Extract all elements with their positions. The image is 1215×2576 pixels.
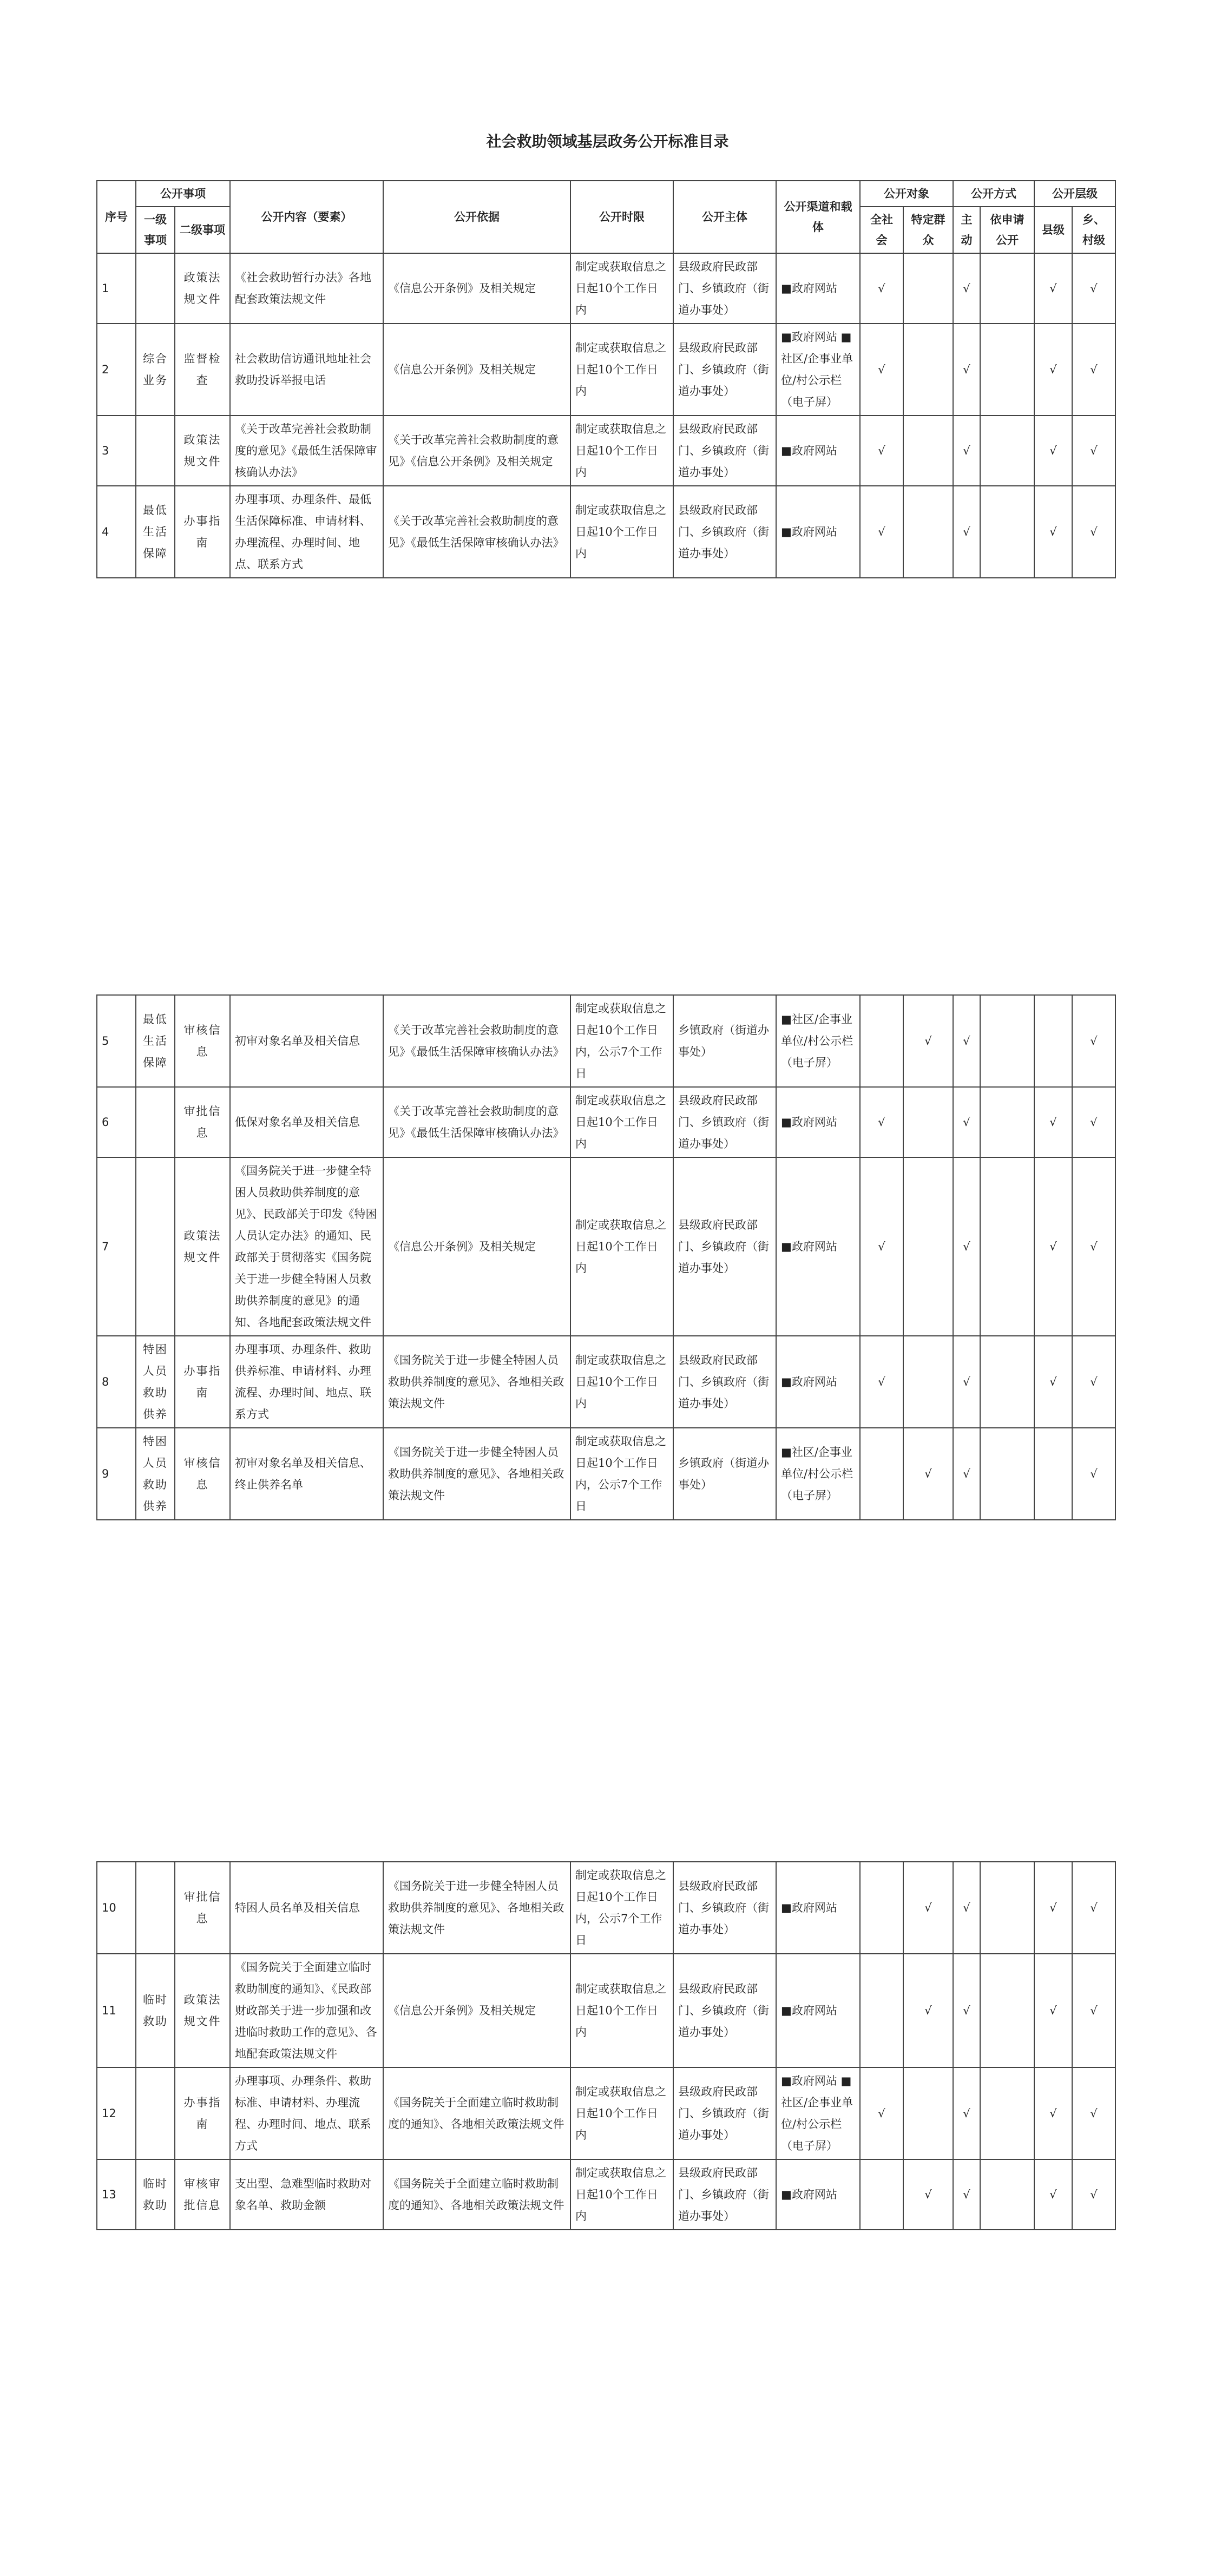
row-number: 13 xyxy=(97,2159,136,2230)
header-seq: 序号 xyxy=(97,181,136,253)
row-content: 低保对象名单及相关信息 xyxy=(230,1087,383,1157)
table-row xyxy=(97,1157,1115,1336)
check-specific xyxy=(903,1087,953,1157)
row-basis: 《关于改革完善社会救助制度的意见》《最低生活保障审核确认办法》 xyxy=(383,1087,570,1157)
row-subject: 县级政府民政部门、乡镇政府（街道办事处） xyxy=(673,486,776,578)
row-channel: ■政府网站 xyxy=(776,416,860,486)
check-specific: √ xyxy=(903,1862,953,1954)
row-basis: 《信息公开条例》及相关规定 xyxy=(383,253,570,324)
check-active: √ xyxy=(953,1336,980,1428)
row-channel: ■政府网站 xyxy=(776,2159,860,2230)
row-number: 9 xyxy=(97,1428,136,1520)
check-county: √ xyxy=(1034,486,1072,578)
check-active: √ xyxy=(953,1087,980,1157)
check-request xyxy=(980,486,1034,578)
page-title: 社会救助领域基层政务公开标准目录 xyxy=(486,133,729,150)
table-row xyxy=(97,1428,1115,1520)
row-basis: 《关于改革完善社会救助制度的意见》《信息公开条例》及相关规定 xyxy=(383,416,570,486)
row-level2: 政策法规文件 xyxy=(175,1954,230,2067)
check-specific xyxy=(903,324,953,416)
check-village: √ xyxy=(1072,995,1115,1087)
row-time: 制定或获取信息之日起10个工作日内 xyxy=(570,416,673,486)
row-level1: 最低生活保障 xyxy=(136,995,175,1087)
row-subject: 县级政府民政部门、乡镇政府（街道办事处） xyxy=(673,2067,776,2159)
table-row xyxy=(97,324,1115,416)
check-all-society xyxy=(860,1954,903,2067)
check-request xyxy=(980,1157,1034,1336)
header-level2: 二级事项 xyxy=(175,207,230,253)
catalog-table-page-1 xyxy=(96,180,1116,578)
row-level2: 审批信息 xyxy=(175,1862,230,1954)
check-all-society: √ xyxy=(860,416,903,486)
check-request xyxy=(980,1087,1034,1157)
header-channel: 公开渠道和载体 xyxy=(776,181,860,253)
row-channel: ■社区/企事业单位/村公示栏（电子屏） xyxy=(776,1428,860,1520)
row-level1: 临时救助 xyxy=(136,1954,175,2067)
check-village: √ xyxy=(1072,1087,1115,1157)
row-channel: ■政府网站 xyxy=(776,1336,860,1428)
check-request xyxy=(980,416,1034,486)
row-level1: 特困人员救助供养 xyxy=(136,1428,175,1520)
row-content: 社会救助信访通讯地址社会救助投诉举报电话 xyxy=(230,324,383,416)
row-content: 《关于改革完善社会救助制度的意见》《最低生活保障审核确认办法》 xyxy=(230,416,383,486)
check-active: √ xyxy=(953,416,980,486)
check-county: √ xyxy=(1034,1954,1072,2067)
check-request xyxy=(980,253,1034,324)
table-row xyxy=(97,1954,1115,2067)
table-row xyxy=(97,2067,1115,2159)
check-all-society: √ xyxy=(860,253,903,324)
row-basis: 《国务院关于全面建立临时救助制度的通知》、各地相关政策法规文件 xyxy=(383,2159,570,2230)
check-all-society: √ xyxy=(860,1336,903,1428)
row-subject: 县级政府民政部门、乡镇政府（街道办事处） xyxy=(673,416,776,486)
row-time: 制定或获取信息之日起10个工作日内，公示7个工作日 xyxy=(570,1862,673,1954)
row-number: 7 xyxy=(97,1157,136,1336)
header-village: 乡、村级 xyxy=(1072,207,1115,253)
row-channel: ■政府网站 xyxy=(776,1954,860,2067)
header-target: 公开对象 xyxy=(860,181,953,207)
row-subject: 县级政府民政部门、乡镇政府（街道办事处） xyxy=(673,2159,776,2230)
table-row xyxy=(97,416,1115,486)
header-all: 全社会 xyxy=(860,207,903,253)
row-time: 制定或获取信息之日起10个工作日内 xyxy=(570,1087,673,1157)
check-request xyxy=(980,1428,1034,1520)
row-subject: 县级政府民政部门、乡镇政府（街道办事处） xyxy=(673,324,776,416)
check-all-society: √ xyxy=(860,486,903,578)
check-specific xyxy=(903,2067,953,2159)
check-specific: √ xyxy=(903,995,953,1087)
check-specific xyxy=(903,1336,953,1428)
check-all-society: √ xyxy=(860,1087,903,1157)
row-level1: 特困人员救助供养 xyxy=(136,1336,175,1428)
header-active: 主动 xyxy=(953,207,980,253)
row-channel: ■社区/企事业单位/村公示栏（电子屏） xyxy=(776,995,860,1087)
check-county xyxy=(1034,1428,1072,1520)
row-number: 3 xyxy=(97,416,136,486)
row-subject: 县级政府民政部门、乡镇政府（街道办事处） xyxy=(673,253,776,324)
row-subject: 县级政府民政部门、乡镇政府（街道办事处） xyxy=(673,1862,776,1954)
row-level2: 审核信息 xyxy=(175,1428,230,1520)
header-time: 公开时限 xyxy=(570,181,673,253)
row-basis: 《关于改革完善社会救助制度的意见》《最低生活保障审核确认办法》 xyxy=(383,486,570,578)
check-county: √ xyxy=(1034,416,1072,486)
catalog-table-page-3 xyxy=(96,1861,1116,2230)
row-subject: 县级政府民政部门、乡镇政府（街道办事处） xyxy=(673,1336,776,1428)
row-subject: 县级政府民政部门、乡镇政府（街道办事处） xyxy=(673,1954,776,2067)
row-level2: 审核信息 xyxy=(175,995,230,1087)
check-all-society xyxy=(860,995,903,1087)
check-specific xyxy=(903,253,953,324)
table-row xyxy=(97,253,1115,324)
row-channel: ■政府网站 xyxy=(776,486,860,578)
check-county xyxy=(1034,995,1072,1087)
table-row xyxy=(97,1862,1115,1954)
check-county: √ xyxy=(1034,253,1072,324)
row-time: 制定或获取信息之日起10个工作日内，公示7个工作日 xyxy=(570,1428,673,1520)
row-basis: 《关于改革完善社会救助制度的意见》《最低生活保障审核确认办法》 xyxy=(383,995,570,1087)
check-active: √ xyxy=(953,253,980,324)
check-village: √ xyxy=(1072,1157,1115,1336)
row-level1: 最低生活保障 xyxy=(136,486,175,578)
row-channel: ■政府网站 xyxy=(776,1157,860,1336)
row-content: 办理事项、办理条件、最低生活保障标准、申请材料、办理流程、办理时间、地点、联系方式 xyxy=(230,486,383,578)
row-number: 8 xyxy=(97,1336,136,1428)
header-specific: 特定群众 xyxy=(903,207,953,253)
header-method: 公开方式 xyxy=(953,181,1034,207)
row-level2: 审批信息 xyxy=(175,1087,230,1157)
row-level2: 监督检查 xyxy=(175,324,230,416)
row-content: 支出型、急难型临时救助对象名单、救助金额 xyxy=(230,2159,383,2230)
check-county: √ xyxy=(1034,1087,1072,1157)
check-village: √ xyxy=(1072,1862,1115,1954)
row-channel: ■政府网站 ■社区/企事业单位/村公示栏（电子屏） xyxy=(776,324,860,416)
check-county: √ xyxy=(1034,2067,1072,2159)
row-subject: 县级政府民政部门、乡镇政府（街道办事处） xyxy=(673,1157,776,1336)
check-all-society: √ xyxy=(860,1157,903,1336)
header-subject: 公开主体 xyxy=(673,181,776,253)
check-village: √ xyxy=(1072,2159,1115,2230)
row-subject: 县级政府民政部门、乡镇政府（街道办事处） xyxy=(673,1087,776,1157)
check-specific xyxy=(903,416,953,486)
row-channel: ■政府网站 xyxy=(776,1087,860,1157)
row-basis: 《信息公开条例》及相关规定 xyxy=(383,324,570,416)
row-level1: 临时救助 xyxy=(136,2159,175,2230)
header-county: 县级 xyxy=(1034,207,1072,253)
row-number: 2 xyxy=(97,324,136,416)
row-basis: 《信息公开条例》及相关规定 xyxy=(383,1157,570,1336)
row-content: 初审对象名单及相关信息 xyxy=(230,995,383,1087)
row-content: 办理事项、办理条件、救助标准、申请材料、办理流程、办理时间、地点、联系方式 xyxy=(230,2067,383,2159)
row-level2: 政策法规文件 xyxy=(175,253,230,324)
check-county: √ xyxy=(1034,1157,1072,1336)
table-row xyxy=(97,486,1115,578)
row-number: 1 xyxy=(97,253,136,324)
check-all-society: √ xyxy=(860,324,903,416)
row-level1 xyxy=(136,416,175,486)
header-level1: 一级事项 xyxy=(136,207,175,253)
row-level2: 办事指南 xyxy=(175,2067,230,2159)
check-active: √ xyxy=(953,1862,980,1954)
check-all-society: √ xyxy=(860,2067,903,2159)
row-number: 5 xyxy=(97,995,136,1087)
row-level2: 政策法规文件 xyxy=(175,416,230,486)
row-channel: ■政府网站 xyxy=(776,1862,860,1954)
check-county: √ xyxy=(1034,324,1072,416)
row-basis: 《信息公开条例》及相关规定 xyxy=(383,1954,570,2067)
check-request xyxy=(980,1954,1034,2067)
check-village: √ xyxy=(1072,1336,1115,1428)
row-level2: 办事指南 xyxy=(175,1336,230,1428)
row-number: 10 xyxy=(97,1862,136,1954)
row-number: 6 xyxy=(97,1087,136,1157)
check-all-society xyxy=(860,2159,903,2230)
catalog-table-page-2 xyxy=(96,994,1116,1520)
check-county: √ xyxy=(1034,1336,1072,1428)
row-level1: 综合业务 xyxy=(136,324,175,416)
header-basis: 公开依据 xyxy=(383,181,570,253)
row-time: 制定或获取信息之日起10个工作日内 xyxy=(570,1157,673,1336)
check-village: √ xyxy=(1072,416,1115,486)
check-request xyxy=(980,1862,1034,1954)
row-channel: ■政府网站 xyxy=(776,253,860,324)
row-content: 办理事项、办理条件、救助供养标准、申请材料、办理流程、办理时间、地点、联系方式 xyxy=(230,1336,383,1428)
row-content: 《社会救助暂行办法》各地配套政策法规文件 xyxy=(230,253,383,324)
check-specific: √ xyxy=(903,2159,953,2230)
row-time: 制定或获取信息之日起10个工作日内 xyxy=(570,2159,673,2230)
row-basis: 《国务院关于进一步健全特困人员救助供养制度的意见》、各地相关政策法规文件 xyxy=(383,1862,570,1954)
row-content: 《国务院关于进一步健全特困人员救助供养制度的意见》、民政部关于印发《特困人员认定办法》的通知、民政部关于贯彻落实《国务院关于进一步健全特困人员救助供养制度的意见》的通知、各地配套政策法规文件 xyxy=(230,1157,383,1336)
check-village: √ xyxy=(1072,324,1115,416)
check-specific xyxy=(903,486,953,578)
row-subject: 乡镇政府（街道办事处） xyxy=(673,995,776,1087)
table-row xyxy=(97,2159,1115,2230)
row-level1 xyxy=(136,2067,175,2159)
check-active: √ xyxy=(953,1157,980,1336)
check-request xyxy=(980,2159,1034,2230)
check-active: √ xyxy=(953,2067,980,2159)
row-time: 制定或获取信息之日起10个工作日内 xyxy=(570,253,673,324)
row-number: 11 xyxy=(97,1954,136,2067)
row-content: 特困人员名单及相关信息 xyxy=(230,1862,383,1954)
row-time: 制定或获取信息之日起10个工作日内 xyxy=(570,1954,673,2067)
row-time: 制定或获取信息之日起10个工作日内 xyxy=(570,486,673,578)
row-time: 制定或获取信息之日起10个工作日内，公示7个工作日 xyxy=(570,995,673,1087)
check-specific: √ xyxy=(903,1428,953,1520)
row-time: 制定或获取信息之日起10个工作日内 xyxy=(570,2067,673,2159)
row-basis: 《国务院关于进一步健全特困人员救助供养制度的意见》、各地相关政策法规文件 xyxy=(383,1428,570,1520)
table-row xyxy=(97,1087,1115,1157)
row-level1 xyxy=(136,1087,175,1157)
check-all-society xyxy=(860,1862,903,1954)
check-request xyxy=(980,995,1034,1087)
check-specific: √ xyxy=(903,1954,953,2067)
check-village: √ xyxy=(1072,2067,1115,2159)
header-items: 公开事项 xyxy=(136,181,230,207)
check-village: √ xyxy=(1072,1954,1115,2067)
check-county: √ xyxy=(1034,1862,1072,1954)
row-level1 xyxy=(136,1862,175,1954)
row-basis: 《国务院关于全面建立临时救助制度的通知》、各地相关政策法规文件 xyxy=(383,2067,570,2159)
row-level1 xyxy=(136,1157,175,1336)
check-village: √ xyxy=(1072,1428,1115,1520)
check-active: √ xyxy=(953,2159,980,2230)
header-request: 依申请公开 xyxy=(980,207,1034,253)
check-village: √ xyxy=(1072,253,1115,324)
row-basis: 《国务院关于进一步健全特困人员救助供养制度的意见》、各地相关政策法规文件 xyxy=(383,1336,570,1428)
row-number: 12 xyxy=(97,2067,136,2159)
check-active: √ xyxy=(953,995,980,1087)
row-channel: ■政府网站 ■社区/企事业单位/村公示栏（电子屏） xyxy=(776,2067,860,2159)
row-time: 制定或获取信息之日起10个工作日内 xyxy=(570,1336,673,1428)
row-time: 制定或获取信息之日起10个工作日内 xyxy=(570,324,673,416)
row-level2: 审核审批信息 xyxy=(175,2159,230,2230)
check-village: √ xyxy=(1072,486,1115,578)
table-row xyxy=(97,1336,1115,1428)
check-county: √ xyxy=(1034,2159,1072,2230)
check-active: √ xyxy=(953,1954,980,2067)
check-request xyxy=(980,2067,1034,2159)
check-active: √ xyxy=(953,324,980,416)
header-content: 公开内容（要素） xyxy=(230,181,383,253)
row-content: 初审对象名单及相关信息、终止供养名单 xyxy=(230,1428,383,1520)
row-level2: 办事指南 xyxy=(175,486,230,578)
check-request xyxy=(980,1336,1034,1428)
row-level1 xyxy=(136,253,175,324)
check-active: √ xyxy=(953,1428,980,1520)
row-content: 《国务院关于全面建立临时救助制度的通知》、《民政部财政部关于进一步加强和改进临时救助工作的意见》、各地配套政策法规文件 xyxy=(230,1954,383,2067)
table-row xyxy=(97,995,1115,1087)
row-number: 4 xyxy=(97,486,136,578)
header-level: 公开层级 xyxy=(1034,181,1115,207)
check-request xyxy=(980,324,1034,416)
check-specific xyxy=(903,1157,953,1336)
row-subject: 乡镇政府（街道办事处） xyxy=(673,1428,776,1520)
row-level2: 政策法规文件 xyxy=(175,1157,230,1336)
check-all-society xyxy=(860,1428,903,1520)
check-active: √ xyxy=(953,486,980,578)
